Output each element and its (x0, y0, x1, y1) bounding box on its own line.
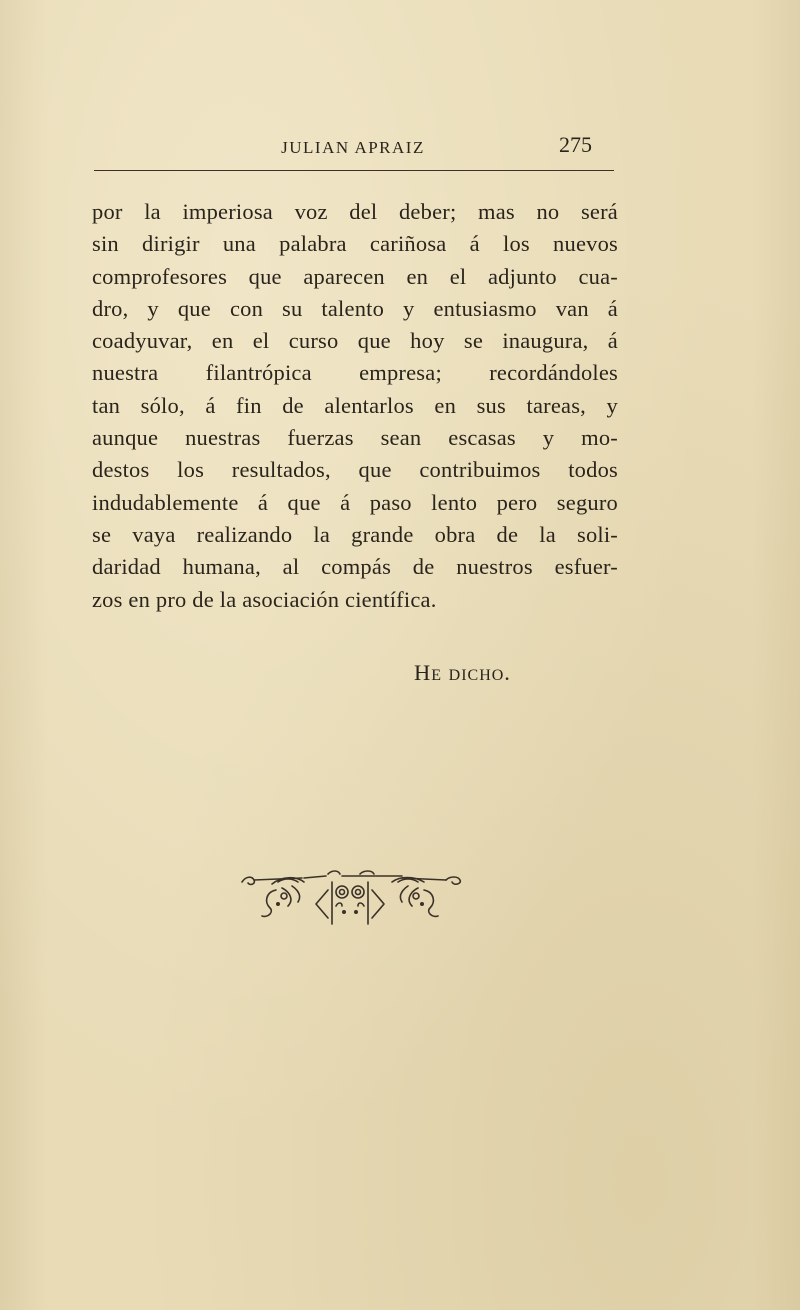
text-line: daridad humana, al compás de nuestros esfuer- (92, 554, 618, 580)
header-rule (94, 170, 614, 171)
body-paragraph (92, 196, 618, 616)
page-number: 275 (559, 132, 592, 157)
running-head (92, 128, 614, 168)
text-line-last: zos en pro de la asociación científica. (92, 586, 437, 612)
text-line: por la imperiosa voz del deber; mas no será (92, 199, 618, 224)
text-line: tan sólo, á fin de alentarlos en sus tareas, y (92, 392, 618, 418)
text-line: sin dirigir una palabra cariñosa á los nuevos (92, 231, 618, 257)
decorative-tailpiece-icon (232, 868, 468, 928)
text-line: aunque nuestras fuerzas sean escasas y mo- (92, 425, 618, 451)
text-line: coadyuvar, en el curso que hoy se inaugura, á (92, 328, 618, 354)
signoff: He dicho. (414, 660, 511, 685)
text-line: nuestra filantrópica empresa; recordándoles (92, 360, 618, 386)
running-title: JULIAN APRAIZ (281, 138, 425, 157)
text-line: dro, y que con su talento y entusiasmo van á (92, 295, 618, 321)
text-line: destos los resultados, que contribuimos todos (92, 457, 618, 483)
text-line: indudablemente á que á paso lento pero seguro (92, 489, 618, 515)
text-line: comprofesores que aparecen en el adjunto cua- (92, 263, 618, 289)
text-line: se vaya realizando la grande obra de la soli- (92, 521, 618, 547)
